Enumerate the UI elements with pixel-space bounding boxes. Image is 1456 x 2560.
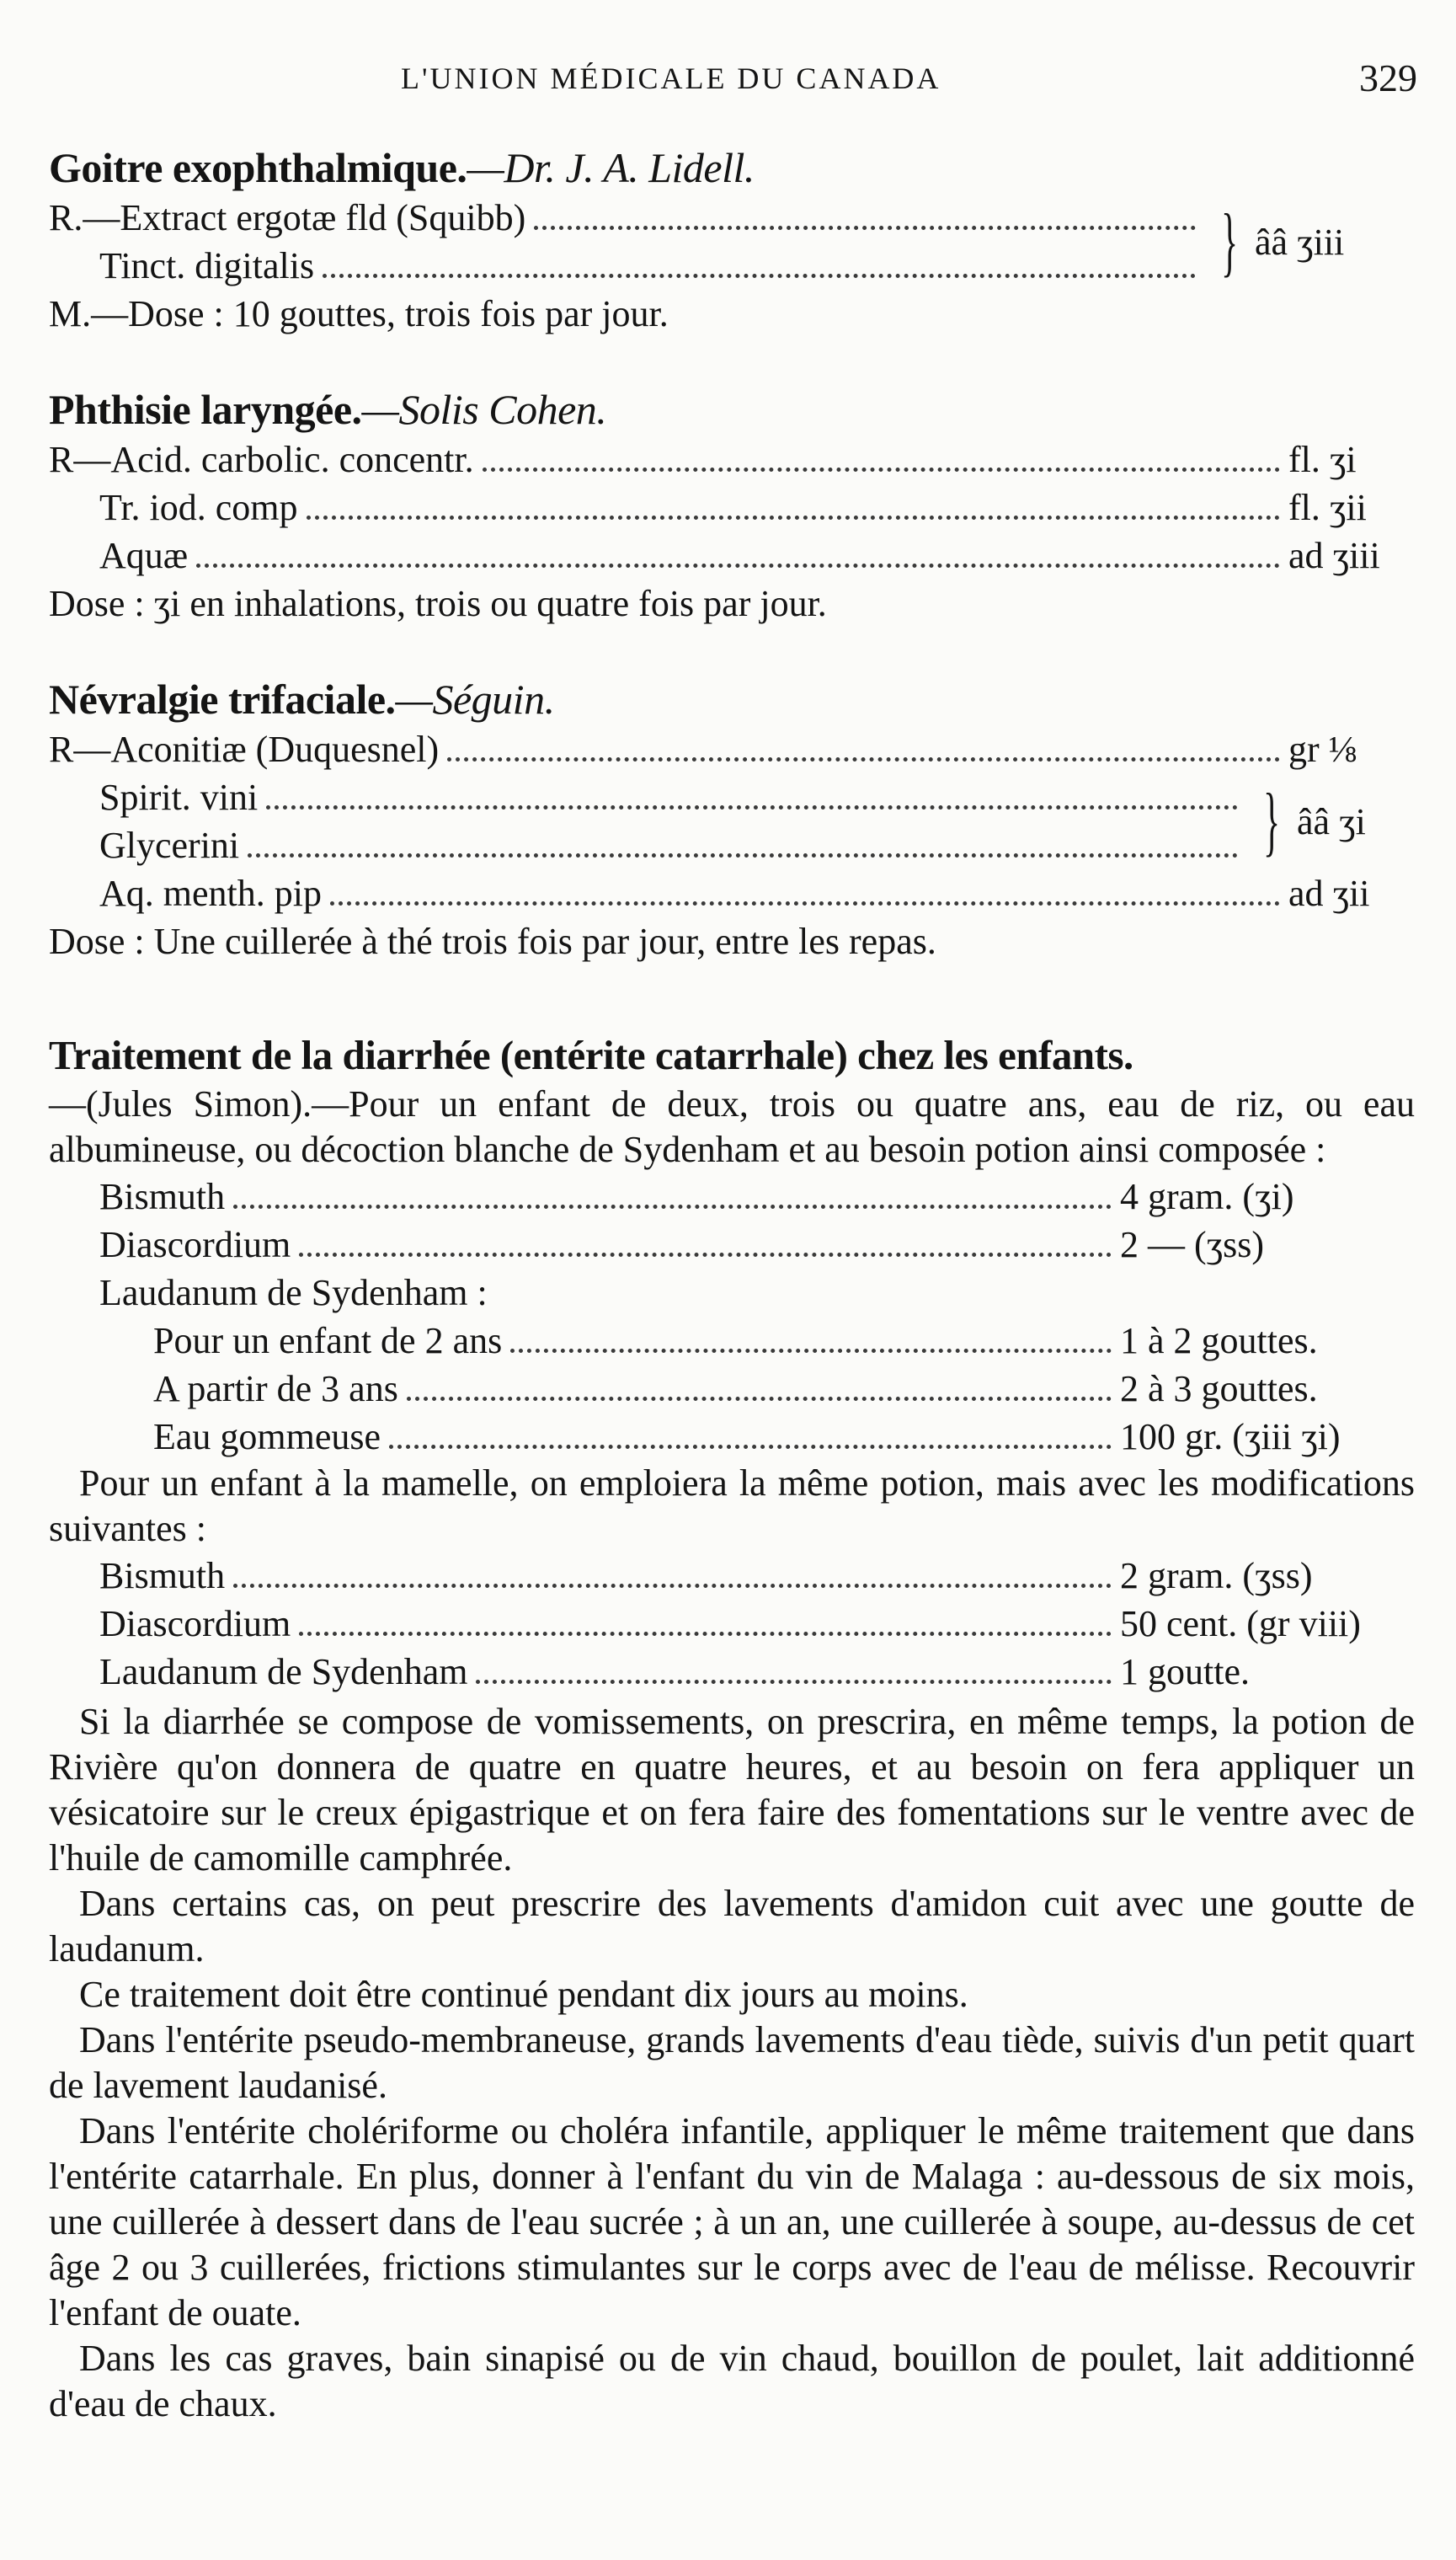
ingredient-line: R—Aconitiæ (Duquesnel) gr ⅛ [49,729,1357,770]
intro-paragraph: —(Jules Simon).—Pour un enfant de deux, trois ou quatre ans, eau de riz, ou eau albumineuse, ou décoction blanche de Sydenham et au besoin potion ainsi composée : [49,1083,1415,1170]
section-title: Traitement de la diarrhée (entérite catarrhale) chez les enfants. [49,1032,1133,1078]
mamelle-paragraph: Pour un enfant à la mamelle, on emploiera la même potion, mais avec les modifications suivantes : [49,1462,1415,1549]
ingredient-line: Diascordium 2 — (ʒss) [99,1224,1265,1265]
ingredient-line: Pour un enfant de 2 ans 1 à 2 gouttes. [153,1320,1318,1361]
section-diarrhee [49,1029,1415,2427]
ingredient-line: Aq. menth. pip ad ʒii [99,873,1370,914]
ingredient-line: Eau gommeuse 100 gr. (ʒiii ʒi) [153,1416,1341,1457]
page-header [0,56,1456,106]
ingredient-line: R.—Extract ergotæ fld (Squibb) [49,194,1204,242]
ingredient-line: Bismuth 4 gram. (ʒi) [99,1176,1294,1217]
ingredient-line: Bismuth 2 gram. (ʒss) [99,1555,1313,1596]
page-content [49,142,1415,2427]
ingredient-group [49,773,1415,869]
page-number: 329 [1359,56,1417,99]
paragraph: Dans les cas graves, bain sinapisé ou de vin chaud, bouillon de poulet, lait additionné d'eau de chaux. [49,2338,1415,2424]
ingredient-line: Glycerini [49,821,1246,869]
paragraph: Ce traitement doit être continué pendant dix jours au moins. [79,1974,968,2015]
laudanum-label: Laudanum de Sydenham : [99,1272,488,1313]
group-amount: ââ ʒi [1297,800,1366,842]
ingredient-line: Spirit. vini [49,773,1246,821]
section-title: Phthisie laryngée.—Solis Cohen. [49,386,607,433]
ingredient-line: Tr. iod. comp fl. ʒii [99,487,1367,528]
dose-line: Dose : ʒi en inhalations, trois ou quatre fois par jour. [49,583,827,624]
section-nevralgie [49,673,1415,965]
paragraph: Dans certains cas, on peut prescrire des lavements d'amidon cuit avec une goutte de laudanum. [49,1883,1415,1969]
potion-1 [49,1173,1415,1461]
brace: } [1262,778,1280,864]
ingredient-line: Tinct. digitalis [49,242,1204,290]
ingredient-line: Diascordium 50 cent. (gr viii) [99,1603,1361,1644]
running-title: L'UNION MÉDICALE DU CANADA [401,61,941,95]
dose-line: M.—Dose : 10 gouttes, trois fois par jour. [49,293,669,334]
paragraph: Dans l'entérite pseudo-membraneuse, grands lavements d'eau tiède, suivis d'un petit quart de lavement laudanisé. [49,2019,1415,2106]
paragraph: Si la diarrhée se compose de vomissements, on prescrira, en même temps, la potion de Rivière qu'on donnera de quatre en quatre heures, et au besoin on fera appliquer un vésicatoire sur le creux épigastrique et on fera faire des fomentations sur le ventre avec de l'huile de camomille camphrée. [49,1701,1415,1879]
section-goitre [49,142,1415,338]
potion-2 [49,1552,1415,1696]
section-title: Goitre exophthalmique.—Dr. J. A. Lidell. [49,144,755,191]
ingredient-group [49,194,1415,290]
ingredient-line: R—Acid. carbolic. concentr. fl. ʒi [49,439,1357,480]
ingredient-line: Aquæ ad ʒiii [99,535,1380,576]
dose-line: Dose : Une cuillerée à thé trois fois par jour, entre les repas. [49,921,936,962]
group-amount: ââ ʒiii [1255,221,1345,263]
ingredient-line: A partir de 3 ans 2 à 3 gouttes. [153,1368,1318,1409]
ingredient-line: Laudanum de Sydenham 1 goutte. [99,1651,1250,1692]
brace: } [1220,198,1238,285]
section-title: Névralgie trifaciale.—Séguin. [49,676,555,723]
paragraph: Dans l'entérite cholériforme ou choléra infantile, appliquer le même traitement que dans l'entérite catarrhale. En plus, donner à l'enfant du vin de Malaga : au-dessous de six mois, une cuillerée à dessert dans de l'eau sucrée ; à un an, une cuillerée à soupe, au-dessus de cet âge 2 ou 3 cuillerées, frictions stimulantes sur le corps avec de l'eau de mélisse. Recouvrir l'enfant de ouate. [49,2110,1415,2333]
section-phthisie [49,383,1415,628]
